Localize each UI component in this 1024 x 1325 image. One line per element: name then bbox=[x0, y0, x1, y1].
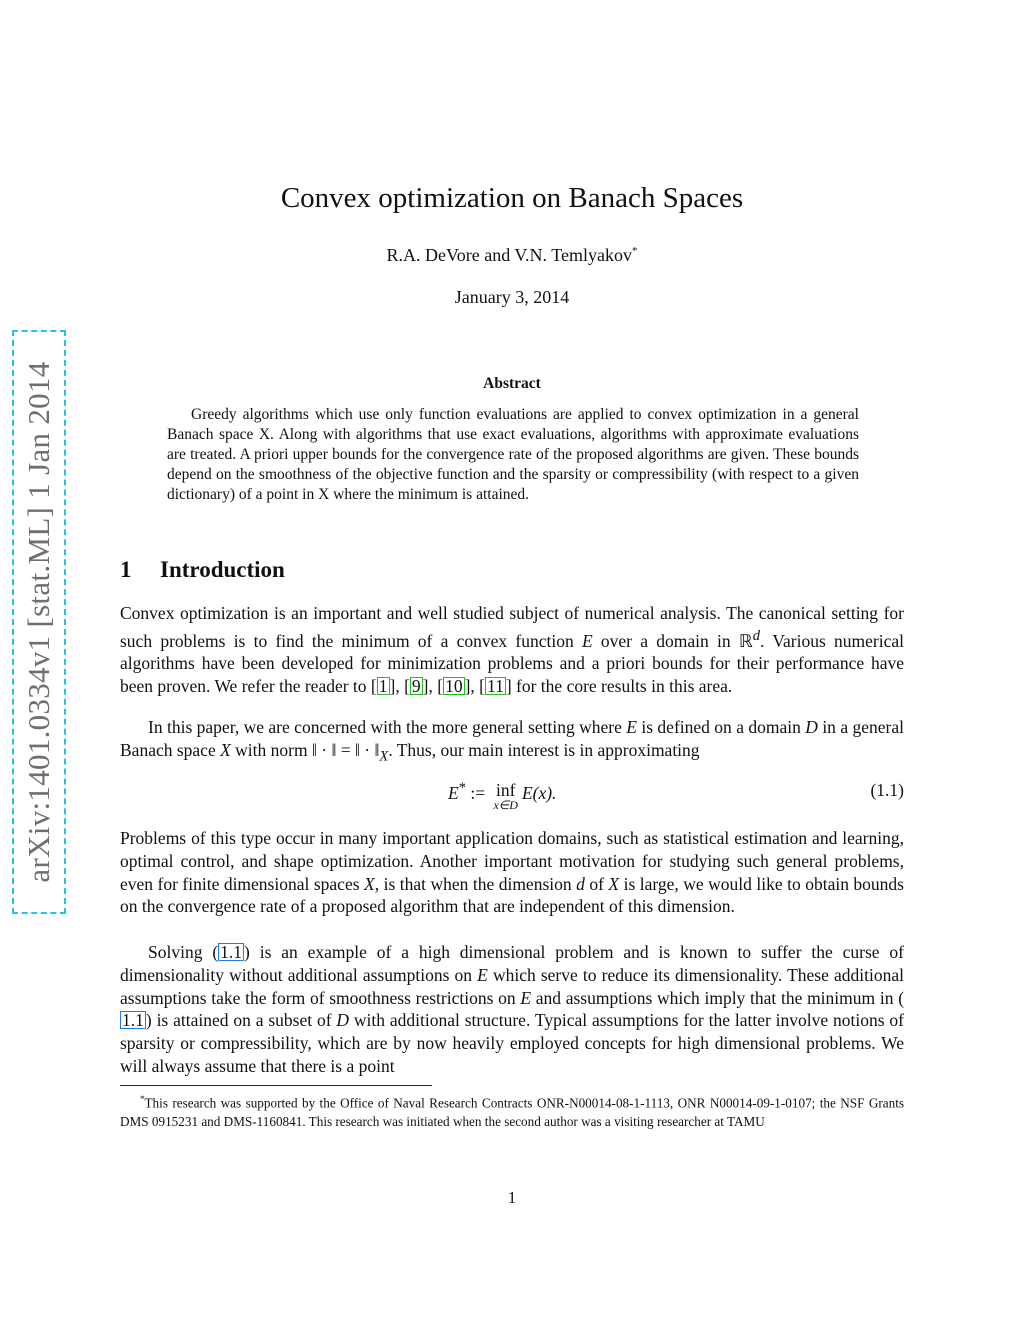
intro-paragraph-3 bbox=[120, 827, 904, 918]
math-d: d bbox=[752, 627, 761, 644]
infimum bbox=[493, 780, 517, 813]
math-star: * bbox=[458, 780, 466, 796]
text-run: in a general Banach space bbox=[120, 717, 905, 760]
footnote-mark: * bbox=[140, 1094, 145, 1104]
math-E: E bbox=[520, 987, 532, 1008]
intro-paragraph-4: Solving ( 1.1 ) is an example of a high dimensional problem and is known to suffer the curse of dimensionality without additional assumptions on E which serve to reduce its dimensionality. These additional assumptions take the form of smoothness restrictions on E and assumptions which imply that the minimum in (1.1 ) is attained on a subset of D with additional structure. Typical assumptions for the latter involve notions of sparsity or compressibility, which are by now heavily employed concepts for high dimensional problems. We will always assume that there is a point bbox=[120, 942, 905, 1076]
inf-subscript: x∈D bbox=[493, 798, 518, 812]
text-run: with additional structure. Typical assumptions for the latter involve notions of sparsity or compressibility, which are by now heavily employed concepts for high dimensional problems. We will always assume that there is a point bbox=[120, 1010, 905, 1076]
math-E: E bbox=[581, 630, 593, 651]
intro-paragraph-2 bbox=[120, 716, 904, 768]
arxiv-stamp[interactable] bbox=[12, 330, 66, 914]
author-footnote-mark[interactable]: * bbox=[631, 245, 638, 257]
text-run: Convex optimization is an important and well studied subject of numerical analysis. The canonical setting for such problems is to find the minimum of a convex function bbox=[120, 603, 904, 651]
text-run: , is that when the dimension bbox=[374, 873, 577, 894]
text-run: is attained on a subset of bbox=[151, 1010, 337, 1031]
footnote bbox=[120, 1090, 904, 1131]
math-D: D bbox=[336, 1010, 350, 1031]
text-run: and assumptions which imply that the minimum in bbox=[531, 987, 899, 1008]
text-run: . Thus, our main interest is in approximating bbox=[388, 739, 700, 760]
section-number: 1 bbox=[120, 557, 132, 582]
math-reals: ℝ bbox=[738, 630, 753, 651]
section-heading bbox=[120, 557, 285, 583]
text-run: of bbox=[584, 873, 609, 894]
math-E: E bbox=[477, 964, 488, 985]
math-X-subscript: X bbox=[379, 748, 389, 765]
abstract-heading: Abstract bbox=[483, 375, 541, 392]
paper-date: January 3, 2014 bbox=[454, 287, 570, 307]
citation-link[interactable]: 9 bbox=[411, 676, 421, 697]
separator: , bbox=[395, 676, 405, 697]
arxiv-identifier: arXiv:1401.0334v1 [stat.ML] 1 Jan 2014 bbox=[21, 361, 56, 883]
math-norm: with norm ‖ · ‖ = ‖ · ‖ bbox=[230, 739, 380, 760]
text-run: In this paper, we are concerned with the more general setting where bbox=[148, 717, 627, 737]
text-run: is defined on a domain bbox=[636, 717, 806, 737]
separator: , bbox=[428, 676, 438, 697]
equation-number: (1.1) bbox=[870, 780, 904, 800]
footnote-text: This research was supported by the Office of Naval Research Contracts ONR-N00014-08-1-1113, ONR N00014-09-1-0107; the NSF Grants DMS 0915231 and DMS-1160841. This research was initiated when the second author was a visiting researcher at TAMU bbox=[120, 1095, 904, 1130]
paper-title: Convex optimization on Banach Spaces bbox=[280, 182, 744, 214]
citation-link[interactable]: 1 bbox=[378, 676, 388, 697]
text-run: is an example of a high dimensional problem and is known to suffer the curse of dimensionality without additional assumptions on bbox=[120, 942, 904, 985]
math-D: D bbox=[805, 717, 818, 737]
text-run: . Various numerical algorithms have been developed for minimization problems and a priori bounds for their performance have been proven. We refer the reader to bbox=[120, 630, 904, 697]
text-run: for the core results in this area. bbox=[511, 676, 733, 697]
math-assign: := bbox=[466, 782, 490, 803]
footnote-rule bbox=[120, 1085, 432, 1086]
intro-paragraph-1: Convex optimization is an important and well studied subject of numerical analysis. The canonical setting for such problems is to find the minimum of a convex function E over a domain in ℝ$^d$. Various numerical algorithms have been developed for minimization problems and a priori bounds for their performance have been proven. We refer the reader to [ 1 ], [ 9 ], [ 10 ], [ 11 ] for the core results in this area. bbox=[120, 603, 904, 697]
math-E-of-x: E(x). bbox=[521, 782, 557, 803]
equation-1-1 bbox=[448, 780, 556, 813]
citation-link[interactable]: 10 bbox=[445, 676, 463, 697]
text-run: which serve to reduce its dimensionality. These additional assumptions take the form of smoothness restrictions on bbox=[120, 964, 904, 1008]
author-names: R.A. DeVore and V.N. Temlyakov bbox=[386, 245, 632, 265]
page-number: 1 bbox=[507, 1188, 517, 1207]
separator: , bbox=[470, 676, 480, 697]
authors bbox=[0, 245, 1024, 266]
inf-operator: inf bbox=[495, 780, 516, 800]
text-run: Solving bbox=[148, 942, 213, 962]
text-run: is large, we would like to obtain bounds on the convergence rate of a proposed algorithm that are independent of this dimension. bbox=[120, 873, 904, 917]
math-E: E bbox=[448, 782, 459, 803]
text-run: over a domain in bbox=[592, 630, 739, 651]
section-title: Introduction bbox=[160, 557, 285, 582]
abstract-text: Greedy algorithms which use only function evaluations are applied to convex optimization in a general Banach space X. Along with algorithms that use exact evaluations, algorithms with approximate evaluations are treated. A priori upper bounds for the convergence rate of the proposed algorithms are given. These bounds depend on the smoothness of the objective function and the sparsity or compressibility (with respect to a given dictionary) of a point in X where the minimum is attained. bbox=[167, 406, 859, 503]
equation-ref-link[interactable]: 1.1 bbox=[220, 942, 243, 962]
text-run: Problems of this type occur in many important application domains, such as statistical estimation and learning, optimal control, and shape optimization. Another important motivation for studying such general problems, even for finite dimensional spaces bbox=[120, 828, 904, 894]
math-X: X bbox=[364, 873, 375, 894]
math-X: X bbox=[220, 739, 231, 760]
math-X: X bbox=[608, 873, 620, 894]
math-d: d bbox=[576, 873, 585, 894]
equation-ref-link[interactable]: 1.1 bbox=[122, 1010, 144, 1031]
math-E: E bbox=[626, 717, 637, 737]
citation-link[interactable]: 11 bbox=[486, 676, 504, 697]
